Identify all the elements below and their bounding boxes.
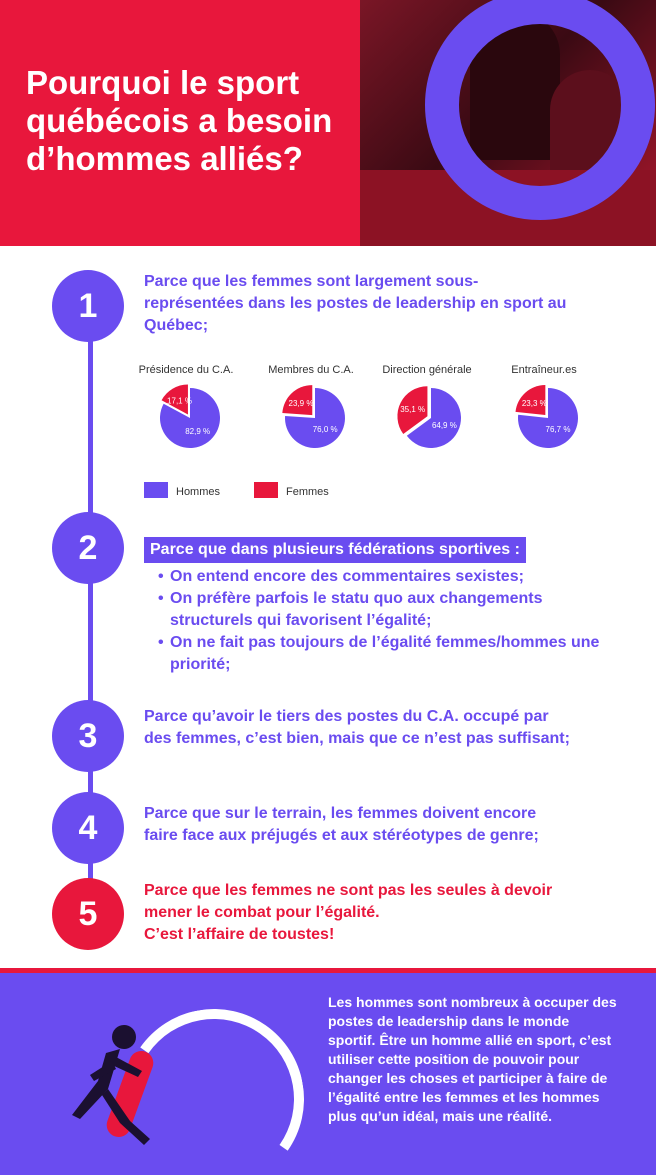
pie-value-label: 23,3 % [521, 398, 547, 408]
runner-illustration [50, 1011, 170, 1161]
pie-chart [484, 362, 604, 462]
pie-svg [271, 382, 351, 450]
title-line: Pourquoi le sport [26, 64, 300, 101]
pie-value-label: 23,9 % [288, 399, 314, 408]
legend-label: Femmes [286, 486, 329, 498]
chart-legend [144, 482, 404, 502]
pie-chart [251, 362, 371, 462]
pie-title: Présidence du C.A. [138, 364, 234, 376]
pie-title: Direction générale [382, 364, 472, 376]
pie-value-label: 17,1 % [167, 396, 192, 406]
step-number-3: 3 [52, 700, 124, 772]
reason-1-text: Parce que les femmes sont largement sous-représentées dans les postes de leadership en sport au Québec; [144, 273, 567, 334]
pie-value-label: 64,9 % [431, 420, 457, 430]
footer-panel [0, 973, 656, 1175]
step-number-4: 4 [52, 792, 124, 864]
reason-4-text: Parce que sur le terrain, les femmes doivent encore faire face aux préjugés et aux stéréotypes de genre; [144, 805, 539, 844]
step-number-5: 5 [52, 878, 124, 950]
pie-svg [387, 382, 467, 450]
step-number-1: 1 [52, 270, 124, 342]
ring-graphic [425, 0, 655, 220]
pie-value-label: 35,1 % [400, 404, 426, 414]
reason-3-text: Parce qu’avoir le tiers des postes du C.A. occupé par des femmes, c’est bien, mais que ce n’est pas suffisant; [144, 708, 570, 747]
reason-5-line: C’est l’affaire de toustes! [144, 926, 335, 943]
pie-value-label: 82,9 % [185, 426, 211, 436]
step-number-2: 2 [52, 512, 124, 584]
pie-value-label: 76,7 % [545, 425, 571, 435]
pie-chart [367, 362, 487, 462]
pie-svg [146, 382, 226, 450]
pie-title: Membres du C.A. [268, 364, 354, 376]
pie-svg [504, 382, 584, 450]
list-item: • On préfère parfois le statu quo aux changements structurels qui favorisent l’égalité; [158, 588, 608, 632]
hero-banner [0, 0, 656, 246]
legend-swatch-femmes [254, 482, 278, 498]
legend-swatch-hommes [144, 482, 168, 498]
page-title [26, 64, 446, 178]
reason-5-line: Parce que les femmes ne sont pas les seules à devoir mener le combat pour l’égalité. [144, 882, 553, 921]
reason-2-chip: Parce que dans plusieurs fédérations sportives : [144, 537, 526, 563]
reason-5-text [144, 880, 584, 946]
list-item: • On ne fait pas toujours de l’égalité femmes/hommes une priorité; [158, 632, 608, 676]
footer-text: Les hommes sont nombreux à occuper des postes de leadership dans le monde sportif. Être un homme allié en sport, c’est utiliser cette position de pouvoir pour changer les choses et participer à faire de l’égalité entre les femmes et les hommes plus qu’un idéal, mais une réalité. [328, 994, 617, 1124]
title-line: d’hommes alliés? [26, 140, 303, 177]
legend-label: Hommes [176, 486, 221, 498]
pie-title: Entraîneur.es [511, 364, 577, 376]
pie-chart [126, 362, 246, 462]
pie-value-label: 76,0 % [312, 425, 338, 434]
title-line: québécois a besoin [26, 102, 333, 139]
reason-2-heading [144, 537, 584, 563]
list-item: • On entend encore des commentaires sexistes; [158, 566, 608, 588]
reason-2-bullets [158, 566, 608, 676]
